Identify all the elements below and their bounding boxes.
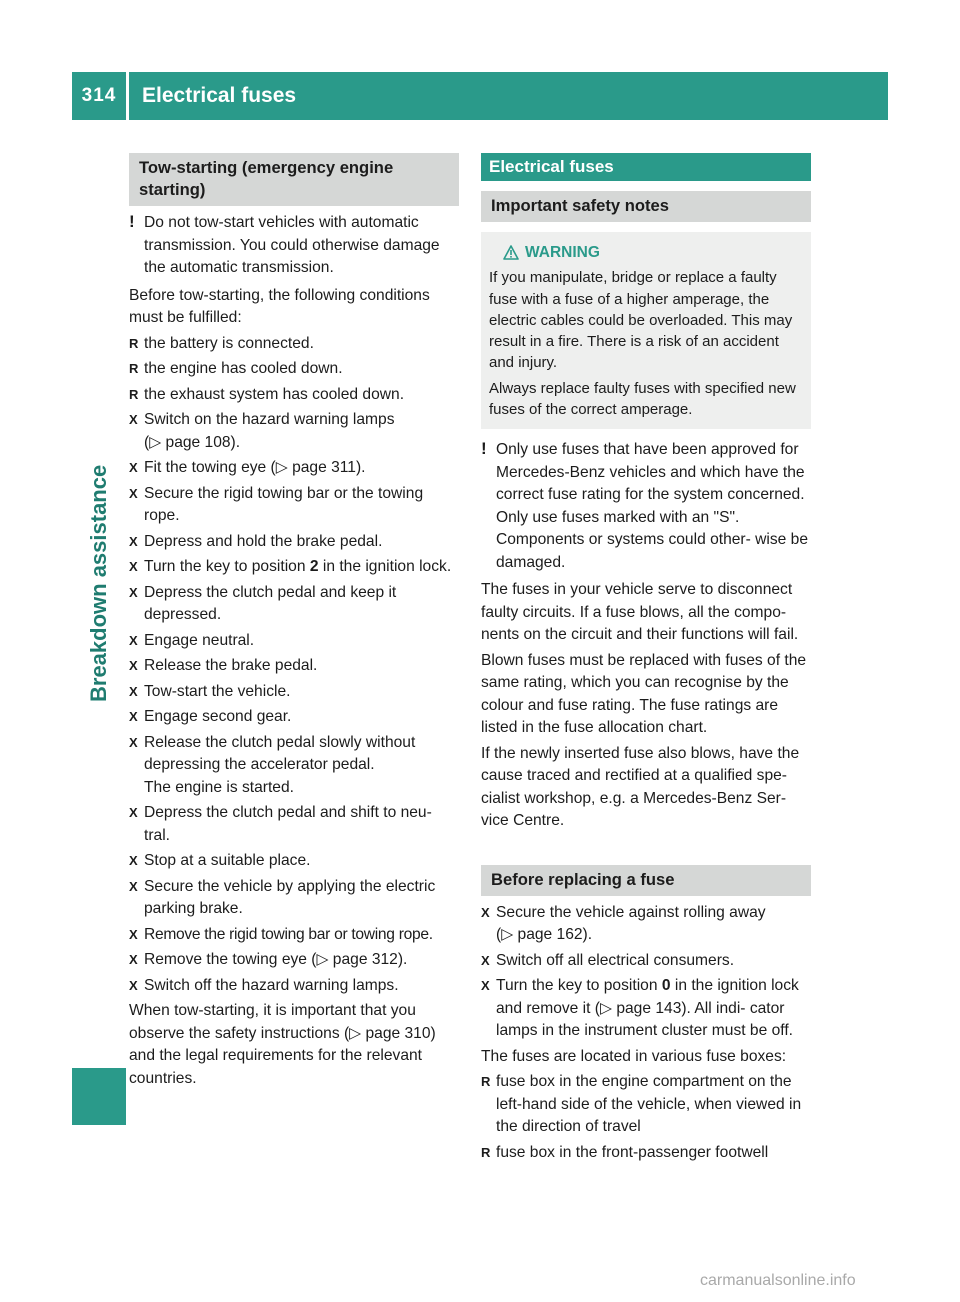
watermark: carmanualsonline.info [700, 1272, 856, 1289]
step-result: The engine is started. [144, 778, 294, 796]
step-icon: X [129, 853, 138, 868]
step-item [129, 949, 459, 972]
conditions-intro: Before tow-starting, the following conditions must be fulfilled: [129, 286, 430, 326]
left-column [129, 153, 459, 1093]
fuses-paragraph: Blown fuses must be replaced with fuses of the same rating, which you can recognise by the colour and fuse rating. The fuse ratings are listed in the fuse allocation chart. [481, 651, 807, 737]
tow-starting-heading: Tow-starting (emergency engine starting) [129, 153, 459, 206]
step-icon: X [129, 460, 138, 475]
step-item [129, 706, 459, 729]
step-item [481, 975, 811, 1043]
step-item [129, 732, 459, 800]
before-replacing-heading: Before replacing a fuse [481, 865, 811, 896]
step-icon: X [129, 952, 138, 967]
warning-text: If you manipulate, bridge or replace a faulty fuse with a fuse of a higher amperage, the electric cables could be overloaded. This may result in a fire. There is a risk of an accident and injury. [489, 269, 793, 372]
condition-text: the exhaust system has cooled down. [144, 385, 405, 403]
step-item [129, 409, 459, 454]
step-icon: X [129, 559, 138, 574]
warning-title [489, 242, 803, 263]
step-icon: X [129, 977, 138, 993]
step-item [129, 655, 459, 678]
warning-title-text: WARNING [525, 244, 600, 261]
step-text: Remove the towing eye (▷ page 312). [144, 951, 408, 968]
notice-icon: ! [481, 439, 487, 459]
fuse-box-item [481, 1071, 811, 1139]
step-item [481, 902, 811, 947]
step-item [129, 924, 459, 947]
step-item [481, 950, 811, 973]
step-text: Release the brake pedal. [144, 657, 318, 674]
page-ref-link[interactable]: (▷ page 162). [496, 926, 593, 944]
step-icon: X [481, 904, 490, 920]
step-icon: X [129, 683, 138, 699]
step-text-pre: Turn the key to position [144, 558, 310, 575]
step-text: Release the clutch pedal slowly without depressing the accelerator pedal. [144, 733, 416, 773]
step-text: Remove the rigid towing bar or towing rope. [144, 925, 433, 943]
step-item [129, 802, 459, 847]
step-item [129, 531, 459, 554]
closing-paragraph: When tow-starting, it is important that you observe the safety instructions (▷ page 310) and the legal requirements for the relevant countries. [129, 1002, 436, 1087]
step-icon: X [129, 709, 138, 724]
step-item [129, 556, 459, 579]
step-icon: X [129, 734, 138, 750]
notice-text: Only use fuses that have been approved for Mercedes-Benz vehicles and which have the correct fuse rating for the system concerned. Only use fuses marked with an "S". Components or systems could other- wise be damaged. [496, 441, 809, 571]
side-tab-label: Breakdown assistance [86, 464, 111, 702]
fuse-box-item [481, 1142, 811, 1165]
position-number: 0 [661, 977, 671, 995]
step-icon: X [129, 584, 138, 600]
position-number: 2 [309, 558, 319, 575]
step-text: Secure the vehicle against rolling away [496, 903, 766, 921]
step-icon: X [129, 805, 138, 820]
step-text: Depress and hold the brake pedal. [144, 532, 383, 550]
warning-triangle-icon [503, 245, 519, 260]
step-text: Engage neutral. [144, 631, 255, 649]
step-icon: X [481, 978, 490, 994]
header-title: Electrical fuses [142, 84, 297, 107]
step-icon: X [129, 632, 138, 648]
warning-box [481, 232, 811, 429]
bullet-icon: R [129, 361, 139, 376]
step-text: Depress the clutch pedal and keep it depressed. [144, 583, 397, 623]
page-header [72, 72, 888, 120]
step-item [129, 582, 459, 627]
condition-item [129, 333, 459, 356]
side-tab-block [72, 1068, 126, 1125]
bullet-icon: R [481, 1144, 491, 1160]
fuses-paragraph: If the newly inserted fuse also blows, have the cause traced and rectified at a qualified spe- cialist workshop, e.g. a Mercedes-Benz Ser- vice Centre. [481, 744, 800, 830]
notice-text: Do not tow-start vehicles with automatic transmission. You could otherwise damage the automatic transmission. [144, 214, 440, 276]
step-item [129, 483, 459, 528]
step-text: Secure the vehicle by applying the electric parking brake. [144, 877, 436, 917]
step-item [129, 975, 459, 998]
step-icon: X [129, 926, 138, 942]
step-text: Switch on the hazard warning lamps [144, 411, 395, 428]
right-column [481, 153, 811, 1167]
notice-approved-fuses [481, 439, 811, 574]
step-text-pre: Turn the key to position [496, 977, 662, 995]
step-item [129, 850, 459, 873]
step-icon: X [129, 412, 138, 427]
step-text: Switch off the hazard warning lamps. [144, 976, 399, 994]
step-text: Switch off all electrical consumers. [496, 951, 735, 969]
step-icon: X [129, 878, 138, 894]
electrical-fuses-heading: Electrical fuses [481, 153, 811, 181]
step-item [129, 457, 459, 480]
fuse-box-text: fuse box in the front-passenger footwell [496, 1143, 769, 1161]
step-text: Engage second gear. [144, 708, 292, 725]
safety-notes-heading: Important safety notes [481, 191, 811, 222]
condition-item [129, 384, 459, 407]
bullet-icon: R [129, 386, 139, 402]
fuse-box-text: fuse box in the engine compartment on the left-hand side of the vehicle, when viewed in the direction of travel [496, 1073, 802, 1136]
step-icon: X [129, 658, 138, 673]
condition-text: the battery is connected. [144, 334, 314, 352]
notice-automatic [129, 212, 459, 280]
step-icon: X [481, 952, 490, 968]
bullet-icon: R [481, 1074, 491, 1090]
step-item [129, 681, 459, 704]
step-text: Tow-start the vehicle. [144, 682, 291, 700]
step-text: Depress the clutch pedal and shift to neu- tral. [144, 804, 432, 844]
condition-item [129, 358, 459, 381]
warning-text: Always replace faulty fuses with specified new fuses of the correct amperage. [489, 379, 796, 419]
notice-icon: ! [129, 212, 135, 231]
page-ref-link[interactable]: (▷ page 108). [144, 433, 241, 451]
step-text: Secure the rigid towing bar or the towing rope. [144, 484, 424, 524]
step-icon: X [129, 485, 138, 501]
step-text: Stop at a suitable place. [144, 852, 311, 869]
step-icon: X [129, 533, 138, 549]
bullet-icon: R [129, 335, 139, 351]
step-text: Fit the towing eye (▷ page 311). [144, 459, 366, 476]
step-text-post: in the ignition lock. [318, 558, 452, 575]
fuses-paragraph: The fuses in your vehicle serve to disconnect faulty circuits. If a fuse blows, all the compo- nents on the circuit and their functions will fail. [481, 581, 799, 644]
page-number: 314 [81, 85, 117, 106]
step-item [129, 876, 459, 921]
fuse-boxes-intro: The fuses are located in various fuse boxes: [481, 1047, 787, 1065]
step-text-post: in the ignition lock and remove it (▷ page 143). All indi- cator lamps in the instrument cluster must be off. [496, 977, 799, 1040]
condition-text: the engine has cooled down. [144, 360, 343, 377]
step-item [129, 630, 459, 653]
